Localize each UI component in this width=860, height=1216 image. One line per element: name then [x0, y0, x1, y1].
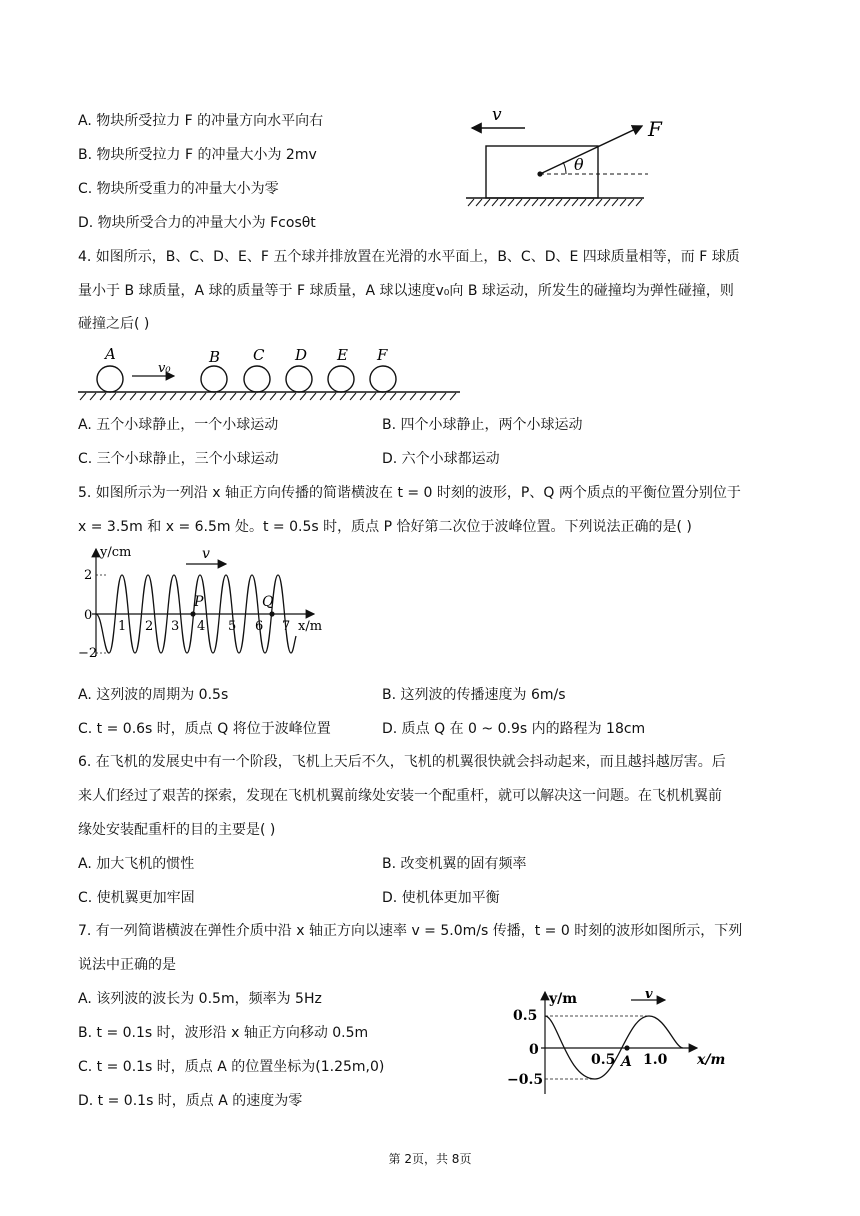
q5-x-tick-7: 7	[282, 619, 291, 634]
q4-label-F: F	[377, 346, 388, 364]
q6-option-a: A. 加大飞机的惯性	[78, 856, 195, 872]
q5-y-tick-neg2: −2	[78, 646, 98, 661]
q4-ball-F	[370, 366, 396, 392]
q5-x-axis-label: x/m	[298, 619, 323, 634]
q4-ball-C	[244, 366, 270, 392]
q3-option-d: D. 物块所受合力的冲量大小为 Fcosθt	[78, 215, 316, 231]
q5-y-axis-label: y/cm	[100, 545, 132, 560]
q4-option-c: C. 三个小球静止，三个小球运动	[78, 451, 279, 467]
q4-stem-line-1: 4. 如图所示，B、C、D、E、F 五个球并排放置在光滑的水平面上，B、C、D、E 四球质量相等，而 F 球质	[78, 249, 740, 265]
q7-y-tick-0.5: 0.5	[513, 1008, 538, 1024]
q3-ground-hatch	[468, 199, 642, 206]
q5-x-tick-1: 1	[118, 619, 127, 634]
q7-option-b: B. t = 0.1s 时，波形沿 x 轴正方向移动 0.5m	[78, 1025, 369, 1041]
q6-option-d: D. 使机体更加平衡	[382, 890, 500, 906]
q3-option-c: C. 物块所受重力的冲量大小为零	[78, 181, 279, 197]
q3-F-label: F	[648, 117, 662, 141]
q5-Q-label: Q	[262, 594, 274, 610]
q7-y-axis-label: y/m	[549, 991, 578, 1007]
q6-stem-line-3: 缘处安装配重杆的目的主要是( )	[78, 822, 276, 838]
q7-v-label: v	[645, 988, 653, 1002]
q7-option-d: D. t = 0.1s 时，质点 A 的速度为零	[78, 1093, 303, 1109]
q5-point-P	[190, 611, 195, 616]
q4-v0-label: v₀	[158, 361, 171, 376]
q5-option-c: C. t = 0.6s 时，质点 Q 将位于波峰位置	[78, 721, 331, 737]
q4-stem-line-2: 量小于 B 球质量，A 球的质量等于 F 球质量，A 球以速度v₀向 B 球运动，所发生的碰撞均为弹性碰撞，则	[78, 283, 734, 299]
q5-option-d: D. 质点 Q 在 0 ~ 0.9s 内的路程为 18cm	[382, 721, 646, 737]
q4-label-E: E	[337, 346, 348, 364]
q5-wave-figure	[78, 544, 348, 666]
q7-option-a: A. 该列波的波长为 0.5m，频率为 5Hz	[78, 991, 322, 1007]
q4-ball-E	[328, 366, 354, 392]
q4-label-A: A	[105, 345, 116, 363]
q4-option-d: D. 六个小球都运动	[382, 451, 500, 467]
q3-force-arrow	[540, 126, 642, 174]
q7-stem-line-2: 说法中正确的是	[78, 957, 176, 973]
q5-stem-line-2: x = 3.5m 和 x = 6.5m 处。t = 0.5s 时，质点 P 恰好第二次位于波峰位置。下列说法正确的是( )	[78, 519, 692, 535]
q3-v-label: v	[492, 105, 502, 125]
q5-x-tick-5: 5	[228, 619, 237, 634]
q5-v-label: v	[202, 546, 210, 562]
q6-stem-line-2: 来人们经过了艰苦的探索，发现在飞机机翼前缘处安装一个配重杆，就可以解决这一问题。在飞机机翼前	[78, 788, 722, 804]
q7-y-tick-0: 0	[529, 1042, 539, 1058]
q4-option-a: A. 五个小球静止，一个小球运动	[78, 417, 279, 433]
q7-A-label: A	[621, 1054, 632, 1070]
q3-block-figure	[460, 100, 680, 215]
q5-x-tick-6: 6	[255, 619, 264, 634]
q5-y-tick-0: 0	[84, 608, 93, 623]
q5-stem-line-1: 5. 如图所示为一列沿 x 轴正方向传播的简谐横波在 t = 0 时刻的波形，P、Q 两个质点的平衡位置分别位于	[78, 485, 741, 501]
q6-stem-line-1: 6. 在飞机的发展史中有一个阶段，飞机上天后不久，飞机的机翼很快就会抖动起来，而且越抖越厉害。后	[78, 754, 726, 770]
q3-option-b: B. 物块所受拉力 F 的冲量大小为 2mv	[78, 147, 317, 163]
q4-label-B: B	[209, 348, 221, 366]
q5-option-a: A. 这列波的周期为 0.5s	[78, 687, 229, 703]
q5-point-Q	[269, 611, 274, 616]
q5-P-label: P	[194, 594, 204, 610]
q5-option-b: B. 这列波的传播速度为 6m/s	[382, 687, 566, 703]
q3-option-a: A. 物块所受拉力 F 的冲量方向水平向右	[78, 113, 324, 129]
q4-label-D: D	[295, 346, 308, 364]
q7-x-axis-label: x/m	[697, 1052, 726, 1068]
q6-option-c: C. 使机翼更加牢固	[78, 890, 195, 906]
q4-label-C: C	[253, 346, 265, 364]
q4-option-b: B. 四个小球静止，两个小球运动	[382, 417, 583, 433]
q7-wave-figure	[505, 988, 735, 1098]
q5-y-tick-2: 2	[84, 568, 93, 583]
q5-x-tick-2: 2	[145, 619, 154, 634]
q6-option-b: B. 改变机翼的固有频率	[382, 856, 527, 872]
q3-angle-arc	[563, 162, 566, 174]
q7-point-A	[624, 1045, 629, 1050]
page-footer: 第 2页，共 8页	[388, 1152, 472, 1166]
q7-y-tick-neg0.5: −0.5	[507, 1072, 544, 1088]
q7-option-c: C. t = 0.1s 时，质点 A 的位置坐标为(1.25m,0)	[78, 1059, 385, 1075]
q5-x-tick-4: 4	[197, 619, 206, 634]
q7-x-tick-0.5: 0.5	[591, 1052, 616, 1068]
q5-x-tick-3: 3	[171, 619, 180, 634]
q4-stem-line-3: 碰撞之后( )	[78, 316, 150, 332]
q4-balls-figure	[76, 344, 466, 408]
q7-x-tick-1.0: 1.0	[643, 1052, 668, 1068]
q4-ball-B	[201, 366, 227, 392]
q3-theta-label: θ	[574, 155, 584, 174]
q4-ball-A	[97, 366, 123, 392]
q4-ball-D	[286, 366, 312, 392]
q7-stem-line-1: 7. 有一列简谐横波在弹性介质中沿 x 轴正方向以速率 v = 5.0m/s 传播，t = 0 时刻的波形如图所示，下列	[78, 923, 743, 939]
q4-ground-hatch	[80, 393, 456, 400]
